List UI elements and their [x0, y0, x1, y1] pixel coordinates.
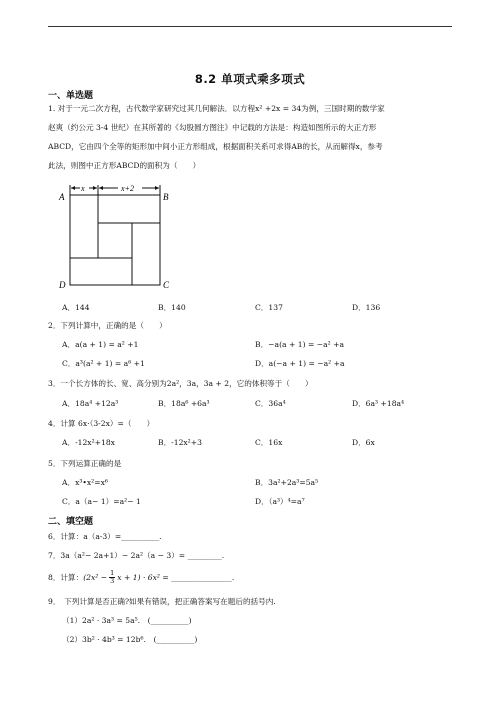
section-heading-single-choice: 一、单选题: [48, 91, 94, 101]
arrow-head: [71, 186, 75, 190]
q8-expr-2: x + 1) · 6x² = ________________.: [117, 573, 235, 582]
q9-sub-2: （2）3b² · 4b³ = 12b⁶. (__________): [62, 635, 198, 644]
q1-line-4: 此法，则图中正方形ABCD的面积为（ ）: [48, 161, 201, 170]
q3-option-a[interactable]: A．18a⁴ +12a³: [62, 399, 119, 408]
q2-option-b[interactable]: B．−a(a + 1) = −a² +a: [255, 340, 344, 349]
label-x: x: [81, 184, 85, 193]
page-title: 8.2 单项式乘多项式: [194, 72, 306, 86]
q5-option-a[interactable]: A．x³•x²=x⁶: [62, 478, 108, 487]
q3-option-b[interactable]: B．18a⁶ +6a³: [158, 399, 210, 408]
q9-sub-1: （1）2a² · 3a³ = 5a⁵. (__________): [62, 616, 192, 625]
q8-fraction-denominator: 3: [110, 577, 115, 585]
q1-option-c[interactable]: C．137: [255, 303, 283, 312]
question-7: 7．3a（a²− 2a+1）− 2a²（a − 3）= _________.: [48, 551, 225, 560]
q1-option-d[interactable]: D．136: [352, 303, 381, 312]
arrow-head: [93, 186, 97, 190]
q8-prefix: 8．计算：: [48, 573, 84, 582]
q1-text-1: 对于一元二次方程，古代数学家研究过其几何解法．以方程x² +2x = 34为例，三国时期的数学家: [57, 104, 385, 113]
q4-stem: 4．计算 6x·（3-2x）=（ ）: [48, 419, 155, 428]
q3-option-c[interactable]: C．36a⁴: [255, 399, 286, 408]
q5-option-d[interactable]: D．（a³）⁴=a⁷: [255, 497, 305, 506]
vertex-a: A: [59, 192, 65, 202]
question-6: 6．计算：a（a-3）=__________.: [48, 532, 162, 541]
q2-option-d[interactable]: D．a(−a + 1) = −a² +a: [255, 359, 345, 368]
square-abcd-figure: [55, 180, 185, 295]
square-outline: [70, 195, 160, 285]
q5-stem: 5．下列运算正确的是: [48, 459, 122, 468]
q2-option-a[interactable]: A．a(a + 1) = a² +1: [62, 340, 139, 349]
section-heading-fill-in: 二、填空题: [48, 517, 94, 527]
q4-option-a[interactable]: A．-12x²+18x: [62, 438, 115, 447]
q1-line-1: [48, 103, 385, 114]
q8-expr-1: (2x² −: [83, 573, 108, 582]
q1-line-2: 赵爽（约公元 3-4 世纪）在其所著的《勾股圆方图注》中记载的方法是：构造如图所示的大正方形: [48, 123, 377, 132]
question-8: [48, 570, 234, 585]
q1-option-a[interactable]: A．144: [62, 303, 90, 312]
q9-stem: 9． 下列计算是否正确?如果有错误，把正确答案写在题后的括号内.: [48, 597, 276, 606]
q3-stem: 3．一个长方体的长、宽、高分别为2a²，3a，3a + 2，它的体积等于（ ）: [48, 379, 313, 388]
label-x-plus-2: x+2: [121, 184, 134, 193]
header-rule: [48, 26, 452, 27]
q5-option-c[interactable]: C．a（a− 1）=a²− 1: [62, 497, 141, 506]
q8-fraction-numerator: 1: [110, 569, 115, 577]
q4-option-d[interactable]: D．6x: [352, 438, 375, 447]
q3-option-d[interactable]: D．6a³ +18a⁴: [352, 399, 405, 408]
vertex-b: B: [163, 192, 169, 202]
vertex-c: C: [163, 280, 170, 290]
q1-number: 1.: [48, 104, 56, 113]
q8-fraction: [109, 570, 115, 585]
q5-option-b[interactable]: B．3a²+2a³=5a⁵: [255, 478, 319, 487]
q4-option-c[interactable]: C．16x: [255, 438, 283, 447]
arrow-head: [155, 186, 159, 190]
arrow-head: [99, 186, 103, 190]
q1-line-3: ABCD，它由四个全等的矩形加中间小正方形组成，根据面积关系可求得AB的长，从而解得x，参考: [48, 142, 383, 151]
q2-option-c[interactable]: C．a³(a² + 1) = a⁶ +1: [62, 359, 145, 368]
q4-option-b[interactable]: B．-12x²+3: [158, 438, 202, 447]
q1-option-b[interactable]: B．140: [158, 303, 186, 312]
vertex-d: D: [59, 280, 66, 290]
q2-stem: 2．下列计算中，正确的是（ ）: [48, 321, 167, 330]
